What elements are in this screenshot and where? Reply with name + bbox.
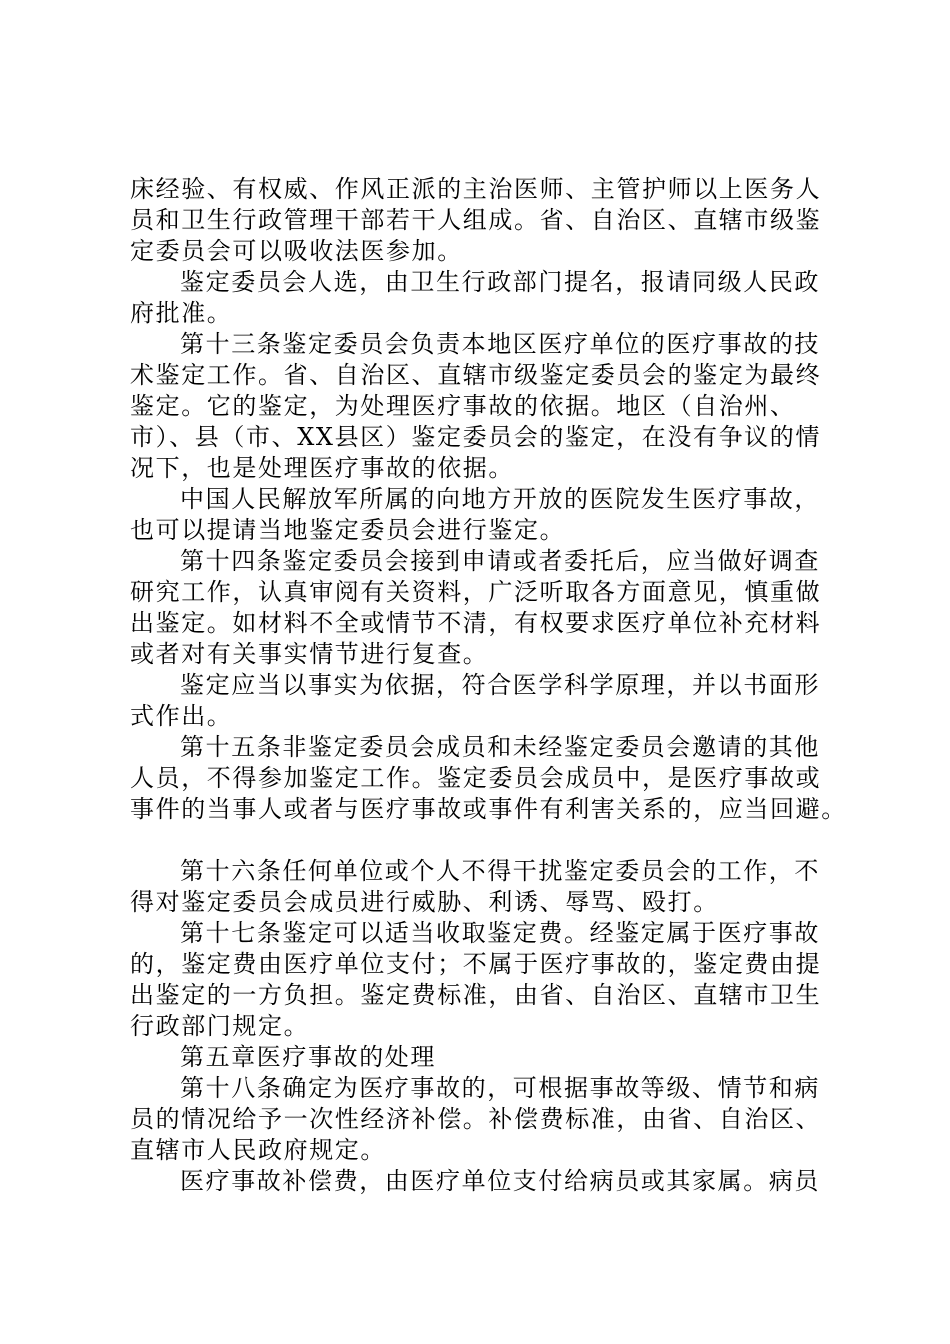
article-17-start: 第十七条鉴定可以适当收取鉴定费。经鉴定属于医疗事故 — [180, 919, 820, 947]
text-line: 式作出。 — [130, 702, 233, 730]
article-13-start: 第十三条鉴定委员会负责本地区医疗单位的医疗事故的技 — [180, 330, 820, 358]
text-line: 得对鉴定委员会成员进行威胁、利诱、辱骂、殴打。 — [130, 888, 719, 916]
text-line: 人员，不得参加鉴定工作。鉴定委员会成员中，是医疗事故或 — [130, 764, 822, 792]
text-line: 术鉴定工作。省、自治区、直辖市级鉴定委员会的鉴定为最终 — [130, 361, 822, 389]
text-line: 市）、县（市、XX县区）鉴定委员会的鉴定，在没有争议的情 — [130, 423, 821, 451]
paragraph-start: 鉴定应当以事实为依据，符合医学科学原理，并以书面形 — [180, 671, 820, 699]
paragraph-start: 中国人民解放军所属的向地方开放的医院发生医疗事故， — [180, 485, 820, 513]
text-line: 府批准。 — [130, 299, 233, 327]
text-line: 定委员会可以吸收法医参加。 — [130, 237, 463, 265]
text-line: 事件的当事人或者与医疗事故或事件有利害关系的，应当回避。 — [130, 795, 847, 823]
article-14-start: 第十四条鉴定委员会接到申请或者委托后，应当做好调查 — [180, 547, 820, 575]
text-line: 出鉴定。如材料不全或情节不清，有权要求医疗单位补充材料 — [130, 609, 822, 637]
text-line: 员的情况给予一次性经济补偿。补偿费标准，由省、自治区、 — [130, 1105, 822, 1133]
paragraph-start: 鉴定委员会人选，由卫生行政部门提名，报请同级人民政 — [180, 268, 820, 296]
paragraph-start: 医疗事故补偿费，由医疗单位支付给病员或其家属。病员 — [180, 1167, 820, 1195]
text-line: 或者对有关事实情节进行复查。 — [130, 640, 489, 668]
article-16-start: 第十六条任何单位或个人不得干扰鉴定委员会的工作，不 — [180, 857, 820, 885]
text-line: 的，鉴定费由医疗单位支付；不属于医疗事故的，鉴定费由提 — [130, 950, 822, 978]
document-body — [130, 174, 847, 1197]
article-18-start: 第十八条确定为医疗事故的，可根据事故等级、情节和病 — [180, 1074, 820, 1102]
text-line: 床经验、有权威、作风正派的主治医师、主管护师以上医务人 — [130, 175, 822, 203]
chapter-heading: 第五章医疗事故的处理 — [180, 1043, 436, 1071]
text-line: 直辖市人民政府规定。 — [130, 1136, 386, 1164]
text-line: 也可以提请当地鉴定委员会进行鉴定。 — [130, 516, 566, 544]
text-line: 出鉴定的一方负担。鉴定费标准，由省、自治区、直辖市卫生 — [130, 981, 822, 1009]
text-line: 况下，也是处理医疗事故的依据。 — [130, 454, 514, 482]
text-line: 员和卫生行政管理干部若干人组成。省、自治区、直辖市级鉴 — [130, 206, 822, 234]
text-line: 行政部门规定。 — [130, 1012, 310, 1040]
text-line: 鉴定。它的鉴定，为处理医疗事故的依据。地区（自治州、 — [130, 392, 796, 420]
article-15-start: 第十五条非鉴定委员会成员和未经鉴定委员会邀请的其他 — [180, 733, 820, 761]
text-line: 研究工作，认真审阅有关资料，广泛听取各方面意见，慎重做 — [130, 578, 822, 606]
